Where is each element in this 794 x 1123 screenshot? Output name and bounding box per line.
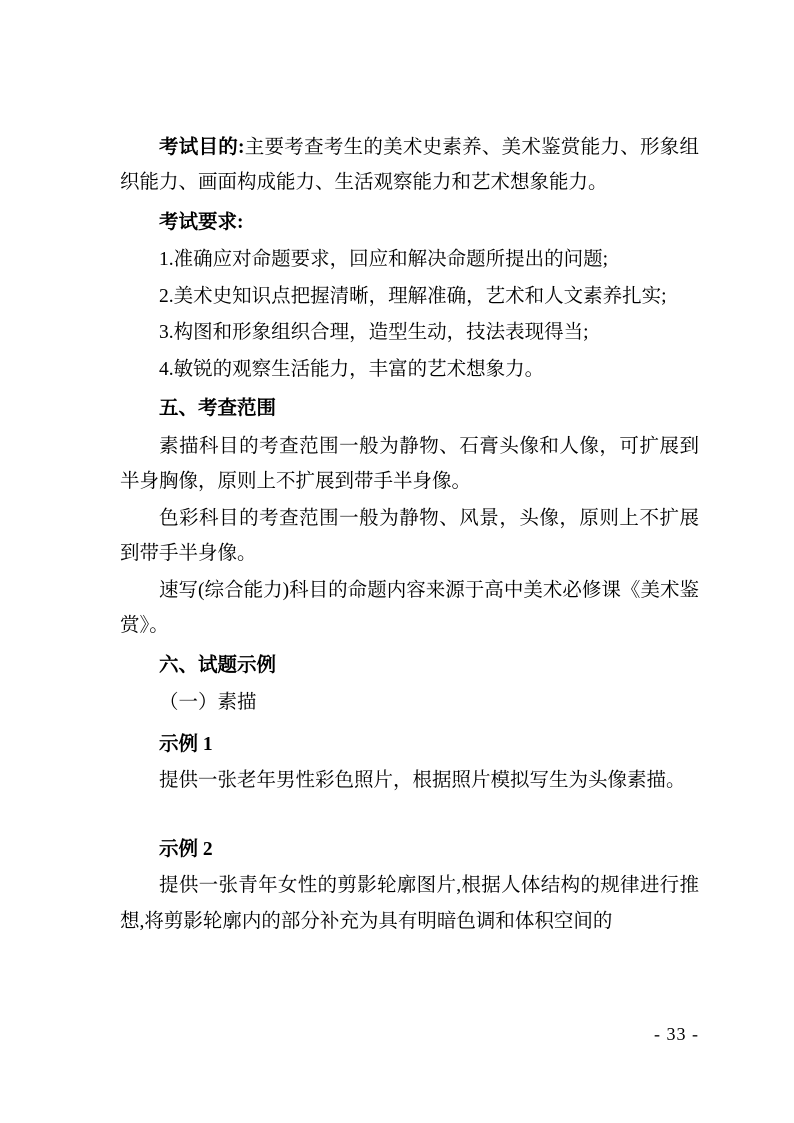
subheading-sketch: （一）素描 xyxy=(159,692,257,714)
label-exam-purpose: 考试目的: xyxy=(159,137,245,158)
requirement-item-1: 1.准确应对命题要求，回应和解决命题所提出的问题; xyxy=(159,249,609,271)
heading-section-five: 五、考查范围 xyxy=(159,398,277,420)
text-exam-purpose: 主要考查考生的美术史素养、美术鉴赏能力、形象组织能力、画面构成能力、生活观察能力和艺术想象能力。 xyxy=(120,137,699,194)
paragraph-sketch-scope: 素描科目的考查范围一般为静物、石膏头像和人像，可扩展到半身胸像，原则上不扩展到带手半身像。 xyxy=(120,435,699,493)
spacer xyxy=(120,800,699,826)
heading-exam-requirements: 考试要求: xyxy=(159,211,244,233)
label-example-2: 示例 2 xyxy=(159,838,213,860)
page-number: - 33 - xyxy=(654,1024,699,1044)
paragraph-speed-drawing-scope: 速写(综合能力)科目的命题内容来源于高中美术必修课《美术鉴赏》。 xyxy=(120,579,699,637)
paragraph-color-scope: 色彩科目的考查范围一般为静物、风景，头像，原则上不扩展到带手半身像。 xyxy=(120,507,699,565)
heading-section-six: 六、试题示例 xyxy=(159,654,277,676)
paragraph-example-2: 提供一张青年女性的剪影轮廓图片,根据人体结构的规律进行推想,将剪影轮廓内的部分补充为具有明暗色调和体积空间的 xyxy=(120,875,699,932)
requirement-item-3: 3.构图和形象组织合理，造型生动，技法表现得当; xyxy=(159,322,589,344)
requirement-item-4: 4.敏锐的观察生活能力，丰富的艺术想象力。 xyxy=(159,358,545,380)
paragraph-example-1: 提供一张老年男性彩色照片，根据照片模拟写生为头像素描。 xyxy=(159,770,686,792)
paragraph-exam-purpose xyxy=(120,130,699,201)
requirement-item-2: 2.美术史知识点把握清晰，理解准确，艺术和人文素养扎实; xyxy=(159,285,667,307)
label-example-1: 示例 1 xyxy=(159,733,213,755)
document-body xyxy=(120,130,699,939)
